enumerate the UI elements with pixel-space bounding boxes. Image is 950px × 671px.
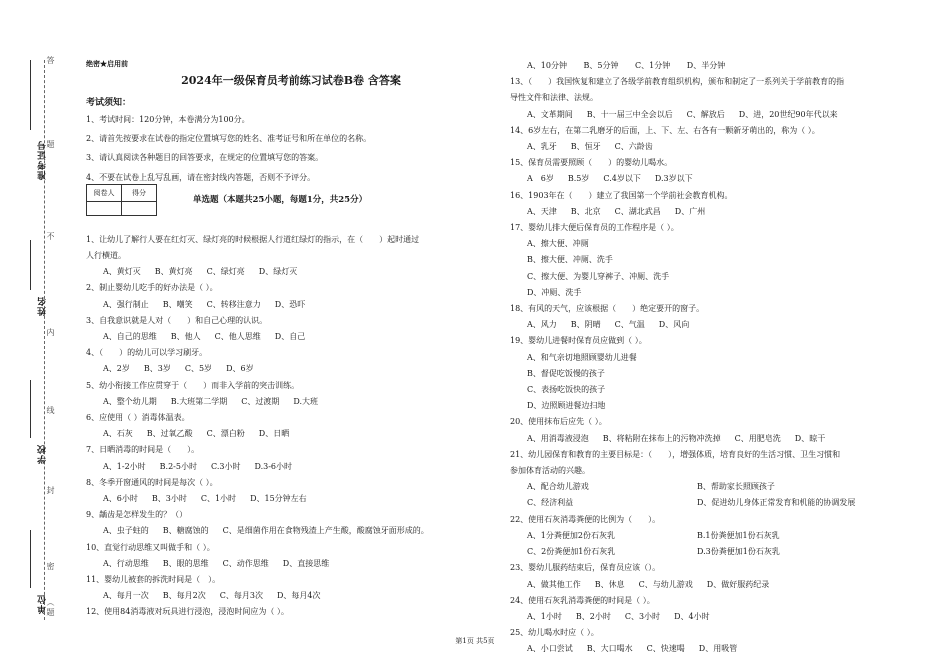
secret-mark: 绝密★启用前 — [86, 59, 128, 68]
option[interactable]: C、绿灯亮 — [206, 267, 245, 277]
option[interactable]: B、过氧乙酸 — [146, 429, 193, 439]
seal-char: 内 — [46, 328, 55, 336]
question-text: 13、（ ）我国恢复和建立了各级学前教育组织机构，颁布和制定了一系列关于学前教育的指 — [510, 77, 845, 87]
option[interactable]: D、做好服药纪录 — [706, 579, 770, 589]
option[interactable]: A、整个幼儿期 — [103, 396, 157, 406]
question-text: 11、婴幼儿被套的拆洗时间是（ ）。 — [86, 575, 221, 585]
option[interactable]: C、5岁 — [184, 364, 213, 374]
option[interactable]: C、六龄齿 — [614, 142, 653, 152]
option[interactable]: D.3岁以下 — [654, 174, 693, 184]
question-text-cont: 导性文件和法律、法规。 — [510, 93, 598, 103]
option[interactable]: A、1分粪便加2份石灰乳 — [527, 530, 615, 540]
option[interactable]: B、十一届三中全会以后 — [586, 109, 673, 119]
option-row — [510, 528, 920, 544]
option[interactable]: B、眼的思维 — [162, 558, 209, 568]
option[interactable]: D、日晒 — [258, 429, 290, 439]
option[interactable]: D、自己 — [274, 332, 306, 342]
reviewer-cell[interactable] — [87, 201, 122, 215]
question-text: 17、婴幼儿排大便后保育员的工作程序是（ ）。 — [510, 223, 679, 233]
option-row — [510, 609, 920, 625]
label-zhunkaozheng: 准考证号 — [38, 140, 48, 180]
option[interactable]: B、每月2次 — [162, 591, 206, 601]
option-row — [510, 107, 920, 123]
option[interactable]: A、天津 — [527, 206, 557, 216]
option[interactable]: A、1小时 — [527, 611, 562, 621]
question-text: 10、直觉行动思维又叫做手和（ ）。 — [86, 542, 215, 552]
option[interactable]: C、他人思维 — [214, 332, 261, 342]
notice-item: 4、不要在试卷上乱写乱画，请在密封线内答题，否则不予评分。 — [86, 172, 316, 182]
option[interactable]: B、2小时 — [575, 611, 611, 621]
option[interactable]: B.2-5小时 — [159, 461, 197, 471]
option[interactable]: A、配合幼儿游戏 — [527, 482, 589, 492]
question-text: 20、使用抹布后应先（ ）。 — [510, 417, 607, 427]
score-cell[interactable] — [122, 201, 157, 215]
option[interactable]: C、表扬吃饭快的孩子 — [527, 385, 606, 395]
reviewer-header: 阅卷人 — [87, 184, 122, 201]
option[interactable]: A、虫子蛀的 — [103, 526, 149, 536]
option[interactable]: B、黄灯亮 — [154, 267, 193, 277]
seal-char: 答 — [46, 56, 55, 64]
option-row — [86, 394, 496, 410]
page-title: 2024年一级保育员考前练习试卷B卷 含答案 — [181, 74, 401, 87]
seal-char: 题 — [46, 140, 55, 148]
option[interactable]: C、漂白粉 — [206, 429, 245, 439]
seal-char: （ — [46, 598, 55, 606]
option[interactable]: C、湖北武昌 — [614, 206, 661, 216]
option-row — [510, 577, 920, 593]
option[interactable]: C.4岁以下 — [603, 174, 641, 184]
option[interactable]: A、做其他工作 — [527, 579, 581, 589]
option[interactable]: B、3小时 — [151, 494, 187, 504]
option[interactable]: B.大班第二学期 — [170, 396, 228, 406]
option[interactable]: B、休息 — [594, 579, 625, 589]
question-text: 4、（ ）的幼儿可以学习刷牙。 — [86, 348, 208, 358]
question-text: 24、使用石灰乳消毒粪便的时间是（ ）。 — [510, 595, 655, 605]
page-footer: 第1页 共5页 — [455, 637, 495, 645]
option[interactable]: C、气温 — [614, 320, 645, 330]
option-row — [510, 317, 920, 333]
option[interactable]: A、石灰 — [103, 429, 133, 439]
option[interactable]: A、6小时 — [103, 494, 138, 504]
question-text: 12、使用84消毒液对玩具进行浸泡，浸泡时间应为（ ）。 — [86, 607, 289, 617]
question-text: 21、幼儿园保育和教育的主要目标是：（ ），增强体质，培育良好的生活习惯、卫生习惯和 — [510, 449, 841, 459]
option[interactable]: B、北京 — [570, 206, 601, 216]
option[interactable]: C、擦大便、为婴儿穿裤子、冲厕、洗手 — [527, 271, 670, 281]
label-school: 学校 — [38, 444, 48, 464]
question-text: 2、制止婴幼儿吃手的好办法是（ ）。 — [86, 283, 218, 293]
option[interactable]: C、过渡期 — [241, 396, 280, 406]
option[interactable]: B、5分钟 — [583, 61, 619, 70]
option[interactable]: C、是细菌作用在食物残渣上产生酸，酸腐蚀牙面形成的。 — [222, 526, 429, 536]
option[interactable]: D、4小时 — [674, 611, 710, 621]
option[interactable]: A、每月一次 — [103, 591, 149, 601]
option[interactable]: D.大班 — [293, 396, 318, 406]
option[interactable]: C、与幼儿游戏 — [638, 579, 693, 589]
question-text: 19、婴幼儿进餐时保育员应做到（ ）。 — [510, 336, 647, 346]
option-row — [86, 459, 496, 475]
left-column — [86, 58, 496, 621]
question-text-cont: 人行横道。 — [86, 251, 126, 261]
option[interactable]: B、嘲笑 — [162, 299, 193, 309]
notice-item: 2、请首先按要求在试卷的指定位置填写您的姓名、准考证号和所在单位的名称。 — [86, 134, 372, 144]
option[interactable]: D、风向 — [658, 320, 690, 330]
seal-char: 密 — [46, 562, 55, 570]
option[interactable]: D、绿灯灭 — [258, 267, 298, 277]
question-text: 6、应使用（ ）消毒体温表。 — [86, 413, 190, 423]
option[interactable]: B.5岁 — [567, 174, 590, 184]
option-row — [510, 139, 920, 155]
question-text: 8、冬季开窗通风的时间是每次（ ）。 — [86, 477, 218, 487]
question-text: 22、使用石灰消毒粪便的比例为（ ）。 — [510, 514, 661, 524]
option[interactable]: B、阴晴 — [570, 320, 601, 330]
option[interactable]: D.3份粪便加1份石灰乳 — [697, 547, 780, 557]
option[interactable]: A、黄灯灭 — [103, 267, 141, 277]
option-row — [510, 171, 920, 187]
option[interactable]: D、广州 — [674, 206, 706, 216]
option[interactable]: D、每月4次 — [276, 591, 321, 601]
option[interactable]: C、2份粪便加1份石灰乳 — [527, 547, 616, 557]
option[interactable]: A、文革期间 — [527, 109, 573, 119]
option[interactable]: A、乳牙 — [527, 142, 557, 152]
option[interactable]: A 6岁 — [527, 174, 554, 184]
score-table — [86, 184, 157, 216]
question-list-left — [86, 232, 496, 621]
option[interactable]: B、督促吃饭慢的孩子 — [527, 368, 605, 378]
option[interactable]: C、1分钟 — [635, 61, 671, 70]
option[interactable]: C、转移注意力 — [206, 299, 261, 309]
score-section — [86, 184, 496, 216]
binding-margin — [0, 0, 58, 671]
option-row — [86, 264, 496, 280]
option-row — [510, 544, 920, 560]
seal-char: 不 — [46, 232, 55, 240]
option[interactable]: C、经济利益 — [527, 498, 574, 508]
notice-heading: 考试须知： — [86, 98, 132, 108]
option[interactable]: B、帮助家长照顾孩子 — [697, 482, 775, 492]
seal-char: 封 — [46, 486, 55, 494]
option-row — [86, 329, 496, 345]
question-text: 15、保育员需要照顾（ ）的婴幼儿喝水。 — [510, 158, 673, 168]
option[interactable]: D、边照顾进餐边扫地 — [527, 401, 606, 411]
option[interactable]: D、用吸管 — [698, 644, 738, 654]
option-row — [86, 556, 496, 572]
option-row — [86, 426, 496, 442]
zhunkaozheng-field[interactable] — [30, 60, 31, 130]
option[interactable]: B、擦大便、冲厕、洗手 — [527, 255, 613, 265]
option[interactable]: D、进，20世纪90年代以来 — [738, 109, 838, 119]
option[interactable]: D、直接思维 — [282, 558, 330, 568]
option[interactable]: A、10分钟 — [527, 61, 567, 70]
section-heading: 单选题（本题共25小题，每题1分，共25分） — [193, 194, 368, 205]
option-row — [86, 491, 496, 507]
label-name: 姓名 — [38, 296, 48, 316]
option[interactable]: B、3岁 — [143, 364, 171, 374]
right-column — [510, 58, 920, 658]
q12-options — [510, 58, 920, 74]
option[interactable]: C、解放后 — [686, 109, 725, 119]
option[interactable]: A、自己的思维 — [103, 332, 157, 342]
option[interactable]: D、晾干 — [794, 433, 826, 443]
option[interactable]: B、大口喝水 — [586, 644, 633, 654]
question-text: 5、幼小衔接工作应贯穿于（ ）而非入学前的突击训练。 — [86, 380, 300, 390]
option[interactable]: B、他人 — [170, 332, 201, 342]
option-row — [86, 588, 496, 604]
seal-char: 线 — [46, 406, 55, 414]
option[interactable]: D、6岁 — [226, 364, 254, 374]
question-text: 3、自我意识就是人对（ ）和自己心理的认识。 — [86, 315, 268, 325]
question-text-cont: 参加体育活动的兴趣。 — [510, 466, 590, 476]
option-row — [510, 479, 920, 495]
option[interactable]: C、快速喝 — [646, 644, 685, 654]
school-field[interactable] — [30, 380, 31, 438]
option[interactable]: D、15分钟左右 — [250, 494, 307, 504]
option[interactable]: B、将粘附在抹布上的污物冲洗掉 — [602, 433, 721, 443]
unit-field[interactable] — [30, 530, 31, 588]
notice-item: 1、考试时间：120分钟，本卷满分为100分。 — [86, 115, 250, 124]
question-text: 18、有风的天气，应该根据（ ）绝定要开的窗子。 — [510, 304, 705, 314]
seal-char: 题 — [46, 608, 55, 616]
notice-item: 3、请认真阅读各种题目的回答要求，在规定的位置填写您的答案。 — [86, 153, 324, 163]
option[interactable]: D、冲厕、洗手 — [527, 287, 582, 297]
question-text: 23、婴幼儿服药结束后，保育员应该（）。 — [510, 563, 661, 573]
option-row — [510, 204, 920, 220]
option-row — [86, 523, 496, 539]
name-field[interactable] — [30, 240, 31, 290]
option[interactable]: D、半分钟 — [686, 61, 726, 70]
option-row — [86, 361, 496, 377]
option[interactable]: D、促进幼儿身体正常发育和机能的协调发展 — [697, 498, 856, 508]
question-text: 1、让幼儿了解行人要在红灯灭、绿灯亮的时候根据人行道红绿灯的指示，在（ ）起时通过 — [86, 234, 420, 244]
option[interactable]: A、擦大便、冲厕 — [527, 239, 589, 249]
score-header: 得分 — [122, 184, 157, 201]
option[interactable]: C、1小时 — [200, 494, 237, 504]
option[interactable]: C.3小时 — [210, 461, 241, 471]
label-unit: 单位 — [38, 594, 48, 614]
option[interactable]: C、3小时 — [624, 611, 661, 621]
option[interactable]: A、风力 — [527, 320, 557, 330]
option[interactable]: A、2岁 — [103, 364, 130, 374]
question-text: 7、日晒消毒的时间是（ ）。 — [86, 445, 200, 455]
option[interactable]: A、行动思维 — [103, 558, 149, 568]
option[interactable]: A、和气亲切地照顾婴幼儿进餐 — [527, 352, 637, 362]
option[interactable]: B、恒牙 — [570, 142, 601, 152]
option-row — [86, 297, 496, 313]
option-row — [510, 495, 920, 511]
question-list-right — [510, 74, 920, 657]
option[interactable]: A、强行制止 — [103, 299, 149, 309]
option-row — [510, 431, 920, 447]
question-text: 16、1903年在（ ）建立了我国第一个学前社会教育机构。 — [510, 190, 733, 200]
option[interactable]: B.1份粪便加1份石灰乳 — [697, 530, 780, 540]
option[interactable]: C、用肥皂洗 — [734, 433, 781, 443]
question-text: 25、幼儿喝水时应（ ）。 — [510, 628, 599, 638]
option[interactable]: C、每月3次 — [219, 591, 263, 601]
question-text: 9、龋齿是怎样发生的？（） — [86, 510, 188, 520]
option[interactable]: A、用消毒液浸泡 — [527, 433, 589, 443]
option[interactable]: D.3-6小时 — [254, 461, 293, 471]
option[interactable]: B、糖腐蚀的 — [162, 526, 209, 536]
option[interactable]: A、1-2小时 — [103, 461, 146, 471]
question-text: 14、6岁左右，在第二乳磨牙的后面，上、下、左、右各有一颗新牙萌出的，称为（ ）。 — [510, 125, 820, 135]
option[interactable]: C、动作思维 — [222, 558, 269, 568]
option[interactable]: A、小口尝试 — [527, 644, 573, 654]
option[interactable]: D、恐吓 — [274, 299, 306, 309]
